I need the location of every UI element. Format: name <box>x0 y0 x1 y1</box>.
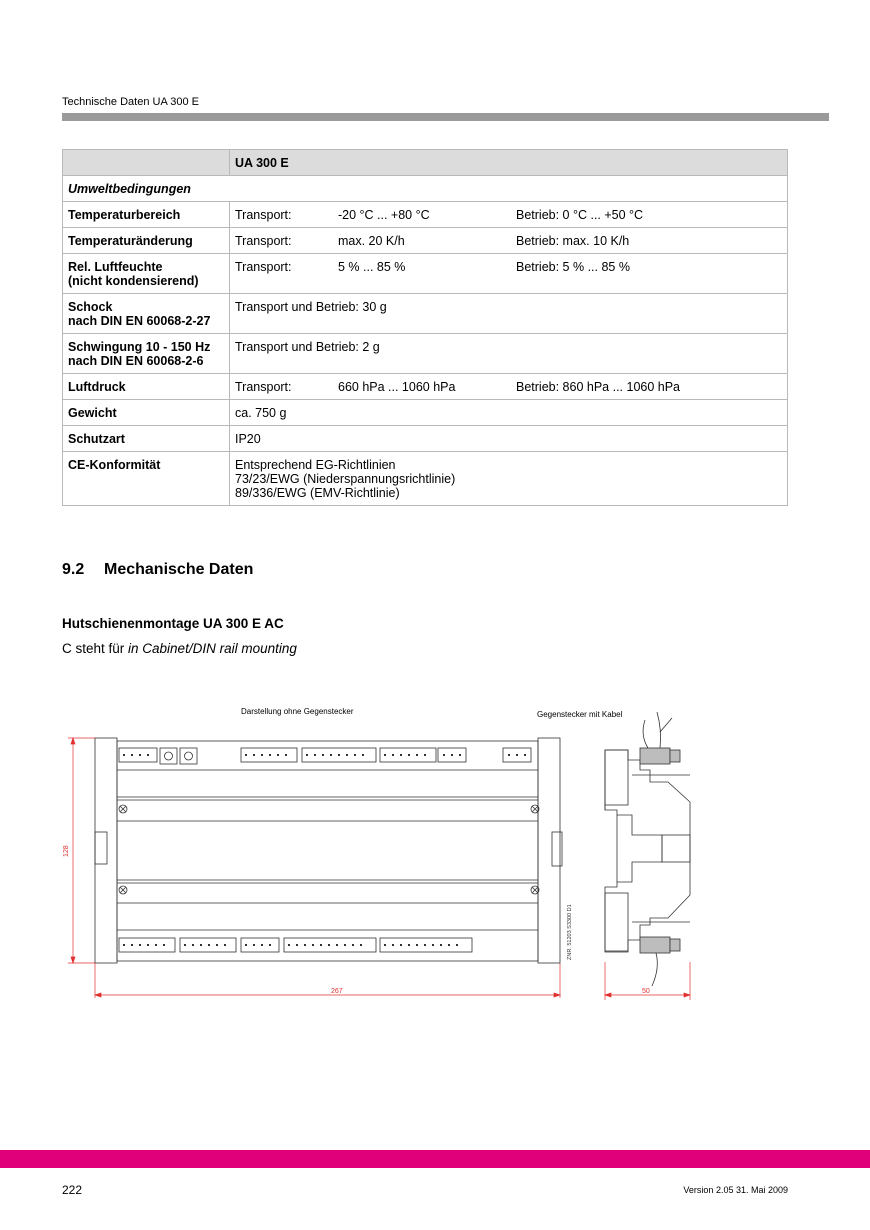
table-row <box>63 334 788 374</box>
row-label: Temperaturänderung <box>63 228 230 254</box>
dimension-width <box>95 963 560 998</box>
group-label: Umweltbedingungen <box>63 176 788 202</box>
row-label-line1: Schock <box>68 300 113 314</box>
value-transport-label: Transport: <box>235 208 292 222</box>
screw-icon <box>119 886 127 894</box>
table-row <box>63 294 788 334</box>
table-row <box>63 228 788 254</box>
row-label-line2: nach DIN EN 60068-2-6 <box>68 354 204 368</box>
spec-table <box>62 149 788 506</box>
header-rule <box>62 113 829 121</box>
table-row <box>63 254 788 294</box>
cable-connector-bottom <box>640 937 680 986</box>
footer-band <box>0 1150 870 1168</box>
value-line2: 73/23/EWG (Niederspannungsrichtlinie) <box>235 472 456 486</box>
screw-icon <box>119 805 127 813</box>
running-head: Technische Daten UA 300 E <box>62 96 199 108</box>
section-number: 9.2 <box>62 561 85 578</box>
subsection-heading: Hutschienenmontage UA 300 E AC <box>62 616 284 631</box>
row-value <box>230 374 788 400</box>
table-row <box>63 400 788 426</box>
terminal-blocks-bottom <box>119 938 472 952</box>
value-line1: Entsprechend EG-Richtlinien <box>235 458 396 472</box>
value-transport: 5 % ... 85 % <box>338 260 406 274</box>
side-view <box>605 750 690 952</box>
section-heading <box>62 561 253 579</box>
row-value: IP20 <box>230 426 788 452</box>
row-label <box>63 254 230 294</box>
mechanical-drawing <box>0 690 870 1010</box>
value-betrieb: Betrieb: 5 % ... 85 % <box>516 260 630 274</box>
value-transport: max. 20 K/h <box>338 234 405 248</box>
row-label-line2: (nicht kondensierend) <box>68 274 199 288</box>
row-value: ca. 750 g <box>230 400 788 426</box>
drawing-number: ZNR. 51203 S3300 D1 <box>567 904 573 960</box>
table-header-row <box>63 150 788 176</box>
value-transport-label: Transport: <box>235 234 292 248</box>
value-betrieb: Betrieb: 860 hPa ... 1060 hPa <box>516 380 681 394</box>
caption-side: Gegenstecker mit Kabel <box>537 710 623 719</box>
table-group-row <box>63 176 788 202</box>
top-plug <box>605 750 628 805</box>
row-label: Temperaturbereich <box>63 202 230 228</box>
right-end-clamp <box>538 738 560 963</box>
front-view <box>95 738 562 963</box>
din-rail <box>662 835 690 862</box>
row-value: Transport und Betrieb: 30 g <box>230 294 788 334</box>
right-clip <box>552 832 562 866</box>
left-end-clamp <box>95 738 117 963</box>
subsection-text <box>62 641 297 656</box>
dimension-height <box>68 738 95 963</box>
version-info: Version 2.05 31. Mai 2009 <box>683 1185 788 1195</box>
value-transport-label: Transport: <box>235 260 292 274</box>
cable-connector-top <box>640 712 680 764</box>
product-header: UA 300 E <box>230 150 788 176</box>
dim-width-label: 267 <box>331 988 343 995</box>
row-value <box>230 254 788 294</box>
value-betrieb: Betrieb: max. 10 K/h <box>516 234 630 248</box>
row-value <box>230 452 788 506</box>
page-number: 222 <box>62 1183 83 1197</box>
subsection-text-plain: C steht für <box>62 641 129 656</box>
row-label-line1: Schwingung 10 - 150 Hz <box>68 340 211 354</box>
left-clip <box>95 832 107 864</box>
row-value <box>230 202 788 228</box>
dim-depth-label: 50 <box>642 988 650 995</box>
row-label <box>63 294 230 334</box>
row-label: Gewicht <box>63 400 230 426</box>
housing <box>117 741 538 961</box>
value-line3: 89/336/EWG (EMV-Richtlinie) <box>235 486 400 500</box>
row-value: Transport und Betrieb: 2 g <box>230 334 788 374</box>
section-title: Mechanische Daten <box>104 561 254 578</box>
pins-top <box>123 754 526 756</box>
row-label <box>63 334 230 374</box>
caption-front: Darstellung ohne Gegenstecker <box>241 707 354 716</box>
row-label-line1: Rel. Luftfeuchte <box>68 260 163 274</box>
table-row <box>63 374 788 400</box>
value-transport: 660 hPa ... 1060 hPa <box>338 380 456 394</box>
dim-height-label: 128 <box>63 845 70 857</box>
terminal-blocks-top <box>119 748 531 762</box>
row-label: Schutzart <box>63 426 230 452</box>
bottom-plug <box>605 893 628 951</box>
table-row <box>63 202 788 228</box>
table-row <box>63 426 788 452</box>
row-label-line2: nach DIN EN 60068-2-27 <box>68 314 211 328</box>
pins-bottom <box>123 944 458 946</box>
value-transport: -20 °C ... +80 °C <box>338 208 430 222</box>
header-empty-cell <box>63 150 230 176</box>
value-transport-label: Transport: <box>235 380 292 394</box>
row-value <box>230 228 788 254</box>
row-label: Luftdruck <box>63 374 230 400</box>
value-betrieb: Betrieb: 0 °C ... +50 °C <box>516 208 644 222</box>
table-row <box>63 452 788 506</box>
row-label: CE-Konformität <box>63 452 230 506</box>
subsection-text-italic: in Cabinet/DIN rail mounting <box>128 641 297 656</box>
